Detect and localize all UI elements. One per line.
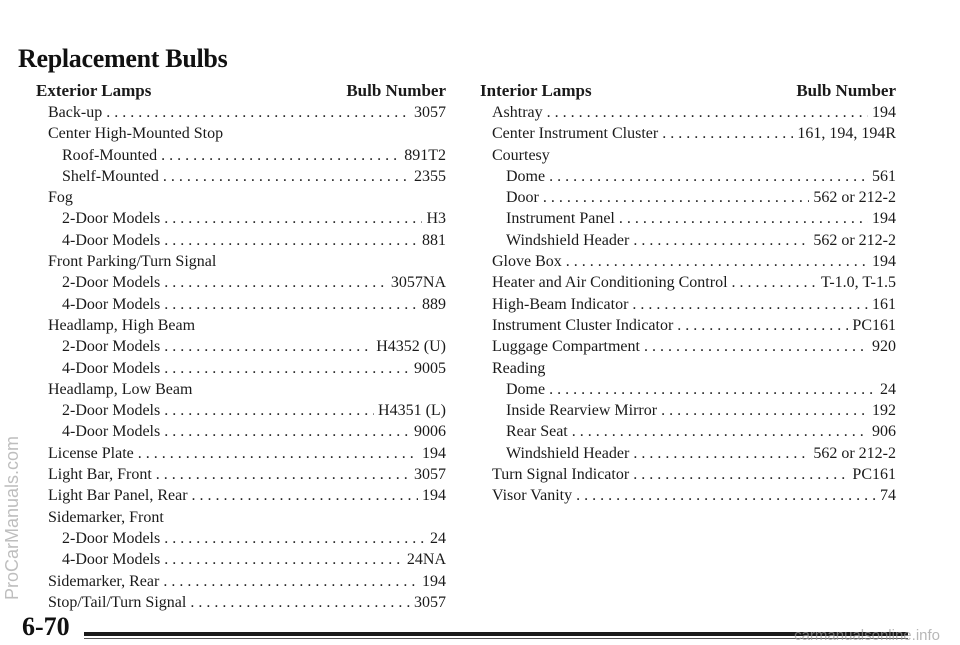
table-row bbox=[36, 336, 446, 357]
bulb-number: 561 bbox=[872, 167, 896, 185]
table-row bbox=[480, 187, 896, 208]
lamp-label: Fog bbox=[48, 189, 73, 207]
lamp-label: Instrument Panel bbox=[506, 210, 615, 228]
bulb-number: 562 or 212-2 bbox=[813, 231, 896, 249]
table-row bbox=[480, 379, 896, 400]
lamp-label: Windshield Header bbox=[506, 231, 630, 249]
bulb-number: H4352 (U) bbox=[376, 338, 446, 356]
table-row bbox=[36, 485, 446, 506]
footer-rule-thin bbox=[84, 638, 908, 639]
dot-leader bbox=[644, 336, 868, 357]
table-row bbox=[36, 145, 446, 166]
dot-leader bbox=[106, 102, 410, 123]
lamp-label: 2-Door Models bbox=[62, 529, 161, 547]
lamp-label: Luggage Compartment bbox=[492, 338, 640, 356]
table-row bbox=[36, 421, 446, 442]
table-row bbox=[36, 571, 446, 592]
table-row bbox=[36, 528, 446, 549]
lamp-label: Sidemarker, Front bbox=[48, 508, 164, 526]
interior-header-value: Bulb Number bbox=[796, 81, 896, 100]
bulb-number: H3 bbox=[426, 210, 446, 228]
lamp-label: Windshield Header bbox=[506, 444, 630, 462]
dot-leader bbox=[633, 443, 809, 464]
dot-leader bbox=[619, 208, 868, 229]
lamp-label: Front Parking/Turn Signal bbox=[48, 253, 217, 271]
bulb-number: 920 bbox=[872, 338, 896, 356]
bulb-number: 9006 bbox=[414, 423, 446, 441]
exterior-header-label: Exterior Lamps bbox=[36, 81, 152, 100]
bulb-number: 3057 bbox=[414, 593, 446, 611]
lamp-label: 2-Door Models bbox=[62, 274, 161, 292]
table-row bbox=[36, 294, 446, 315]
lamp-label: Glove Box bbox=[492, 253, 562, 271]
table-row bbox=[36, 549, 446, 570]
table-row bbox=[36, 443, 446, 464]
table-row bbox=[480, 123, 896, 144]
table-row bbox=[480, 421, 896, 442]
table-row bbox=[36, 272, 446, 293]
lamp-label: Stop/Tail/Turn Signal bbox=[48, 593, 187, 611]
lamp-label: Turn Signal Indicator bbox=[492, 466, 630, 484]
bulb-number: 3057NA bbox=[390, 274, 446, 292]
bulb-number: 906 bbox=[872, 423, 896, 441]
bulb-number: 194 bbox=[872, 253, 896, 271]
dot-leader bbox=[572, 421, 868, 442]
dot-leader bbox=[164, 294, 418, 315]
dot-leader bbox=[164, 400, 374, 421]
dot-leader bbox=[163, 571, 418, 592]
bulb-number: 194 bbox=[422, 444, 446, 462]
table-row bbox=[36, 315, 446, 336]
lamp-label: Ashtray bbox=[492, 104, 543, 121]
table-row bbox=[36, 400, 446, 421]
table-row bbox=[480, 485, 896, 506]
dot-leader bbox=[138, 443, 418, 464]
dot-leader bbox=[632, 294, 868, 315]
table-row bbox=[480, 336, 896, 357]
dot-leader bbox=[661, 400, 868, 421]
table-row bbox=[480, 294, 896, 315]
lamp-label: 4-Door Models bbox=[62, 423, 161, 441]
lamp-label: 2-Door Models bbox=[62, 402, 161, 420]
bulb-number: 24 bbox=[430, 529, 446, 547]
exterior-lamps-table bbox=[36, 80, 446, 613]
lamp-label: 4-Door Models bbox=[62, 295, 161, 313]
table-row bbox=[36, 464, 446, 485]
dot-leader bbox=[164, 358, 410, 379]
bulb-number: 2355 bbox=[414, 167, 446, 185]
dot-leader bbox=[164, 336, 372, 357]
dot-leader bbox=[633, 464, 848, 485]
table-row bbox=[36, 102, 446, 123]
lamp-label: Dome bbox=[506, 380, 546, 398]
lamp-label: Center Instrument Cluster bbox=[492, 125, 659, 143]
lamp-label: 4-Door Models bbox=[62, 359, 161, 377]
bulb-number: 562 or 212-2 bbox=[813, 444, 896, 462]
bulb-number: PC161 bbox=[852, 316, 896, 334]
dot-leader bbox=[543, 187, 809, 208]
bulb-number: 194 bbox=[422, 487, 446, 505]
lamp-label: Instrument Cluster Indicator bbox=[492, 316, 674, 334]
lamp-label: Center High-Mounted Stop bbox=[48, 125, 224, 143]
table-row bbox=[36, 187, 446, 208]
exterior-table-header bbox=[36, 80, 446, 102]
lamp-label: 4-Door Models bbox=[62, 231, 161, 249]
lamp-label: Shelf-Mounted bbox=[62, 167, 159, 185]
dot-leader bbox=[633, 230, 809, 251]
exterior-header-value: Bulb Number bbox=[346, 81, 446, 100]
table-row bbox=[480, 400, 896, 421]
dot-leader bbox=[163, 166, 410, 187]
table-row bbox=[480, 464, 896, 485]
dot-leader bbox=[164, 208, 422, 229]
lamp-label: Sidemarker, Rear bbox=[48, 572, 160, 590]
table-row bbox=[480, 166, 896, 187]
bulb-number: 24NA bbox=[406, 551, 446, 569]
table-row bbox=[480, 208, 896, 229]
dot-leader bbox=[190, 592, 410, 613]
bulb-number: PC161 bbox=[852, 466, 896, 484]
footer-rule bbox=[84, 632, 908, 636]
lamp-label: Reading bbox=[492, 359, 546, 377]
dot-leader bbox=[164, 421, 410, 442]
lamp-label: Visor Vanity bbox=[492, 487, 573, 505]
lamp-label: 4-Door Models bbox=[62, 551, 161, 569]
lamp-label: Light Bar, Front bbox=[48, 466, 152, 484]
bulb-number: 9005 bbox=[414, 359, 446, 377]
table-row bbox=[36, 123, 446, 144]
table-row bbox=[36, 251, 446, 272]
dot-leader bbox=[566, 251, 868, 272]
dot-leader bbox=[732, 272, 817, 293]
table-row bbox=[480, 230, 896, 251]
dot-leader bbox=[547, 102, 868, 123]
table-row bbox=[480, 315, 896, 336]
lamp-label: Headlamp, High Beam bbox=[48, 316, 196, 334]
lamp-label: High-Beam Indicator bbox=[492, 295, 629, 313]
table-row bbox=[36, 208, 446, 229]
table-row bbox=[480, 358, 896, 379]
lamp-label: Dome bbox=[506, 167, 546, 185]
dot-leader bbox=[192, 485, 418, 506]
interior-table-header bbox=[480, 80, 896, 102]
bulb-number: T-1.0, T-1.5 bbox=[821, 274, 896, 292]
lamp-label: Heater and Air Conditioning Control bbox=[492, 274, 728, 292]
bulb-number: 192 bbox=[872, 402, 896, 420]
bulb-number: 74 bbox=[880, 487, 896, 505]
table-row bbox=[36, 230, 446, 251]
table-row bbox=[480, 145, 896, 166]
lamp-label: Roof-Mounted bbox=[62, 146, 158, 164]
dot-leader bbox=[164, 549, 403, 570]
bulb-number: 161, 194, 194R bbox=[797, 125, 896, 143]
lamp-label: Headlamp, Low Beam bbox=[48, 380, 193, 398]
bulb-number: 562 or 212-2 bbox=[813, 189, 896, 207]
bulb-number: 194 bbox=[872, 210, 896, 228]
lamp-label: Rear Seat bbox=[506, 423, 568, 441]
dot-leader bbox=[549, 166, 868, 187]
dot-leader bbox=[161, 145, 400, 166]
lamp-label: 2-Door Models bbox=[62, 338, 161, 356]
bulb-number: 889 bbox=[422, 295, 446, 313]
interior-rows bbox=[480, 102, 896, 507]
bulb-number: 3057 bbox=[414, 466, 446, 484]
lamp-label: Light Bar Panel, Rear bbox=[48, 487, 188, 505]
bulb-number: 194 bbox=[422, 572, 446, 590]
table-row bbox=[36, 358, 446, 379]
dot-leader bbox=[576, 485, 876, 506]
side-watermark: ProCarManuals.com bbox=[2, 435, 22, 600]
bulb-number: 194 bbox=[872, 104, 896, 121]
lamp-label: 2-Door Models bbox=[62, 210, 161, 228]
table-row bbox=[36, 507, 446, 528]
table-row bbox=[480, 102, 896, 123]
table-row bbox=[36, 379, 446, 400]
bulb-number: 24 bbox=[880, 380, 896, 398]
bulb-number: 881 bbox=[422, 231, 446, 249]
page-title: Replacement Bulbs bbox=[18, 44, 228, 73]
dot-leader bbox=[164, 528, 426, 549]
interior-lamps-table bbox=[480, 80, 896, 507]
lamp-label: Inside Rearview Mirror bbox=[506, 402, 658, 420]
bulb-number: 891T2 bbox=[404, 146, 446, 164]
interior-header-label: Interior Lamps bbox=[480, 81, 592, 100]
lamp-label: License Plate bbox=[48, 444, 134, 462]
table-row bbox=[36, 592, 446, 613]
table-row bbox=[36, 166, 446, 187]
table-row bbox=[480, 272, 896, 293]
dot-leader bbox=[677, 315, 848, 336]
dot-leader bbox=[164, 230, 418, 251]
dot-leader bbox=[164, 272, 387, 293]
bulb-number: H4351 (L) bbox=[378, 402, 446, 420]
page-number: 6-70 bbox=[22, 612, 70, 641]
dot-leader bbox=[156, 464, 410, 485]
footer-watermark: carmanualsonline.info bbox=[794, 627, 940, 644]
lamp-label: Courtesy bbox=[492, 146, 550, 164]
table-row bbox=[480, 443, 896, 464]
exterior-rows bbox=[36, 102, 446, 613]
table-row bbox=[480, 251, 896, 272]
dot-leader bbox=[662, 123, 793, 144]
lamp-label: Back-up bbox=[48, 104, 103, 121]
bulb-number: 3057 bbox=[414, 104, 446, 121]
dot-leader bbox=[549, 379, 876, 400]
bulb-number: 161 bbox=[872, 295, 896, 313]
lamp-label: Door bbox=[506, 189, 539, 207]
